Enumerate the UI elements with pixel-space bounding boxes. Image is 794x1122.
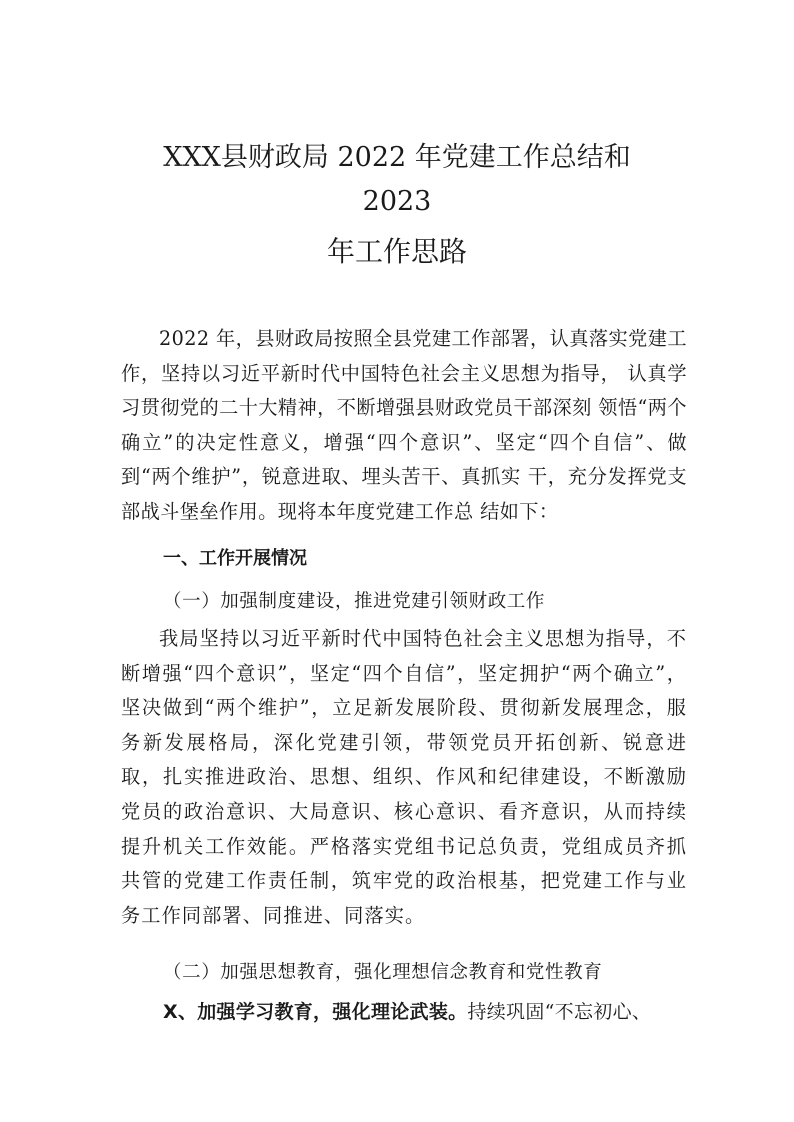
document-title-line-1: XXX县财政局 2022 年党建工作总结和 [163, 142, 631, 173]
subsection-1-paragraph: 我局坚持以习近平新时代中国特色社会主义思想为指导，不断增强“四个意识”，坚定“四个自信”，坚定拥护“两个确立”，坚决做到“两个维护”，立足新发展阶段、贯彻新发展理念，服务新发展格局，深化党建引领，带领党员开拓创新、锐意进取，扎实推进政治、思想、组织、作风和纪律建设，不断激励党员的政治意识、大局意识、核心意识、看齐意识，从而持续提升机关工作效能。严格落实党组书记总负责，党组成员齐抓共管的党建工作责任制，筑牢党的政治根基，把党建工作与业务工作同部署、同推进、同落实。 [121, 627, 687, 927]
intro-paragraph: 2022 年，县财政局按照全县党建工作部署，认真落实党建工作，坚持以习近平新时代中国特色社会主义思想为指导， 认真学习贯彻党的二十大精神，不断增强县财政党员干部深刻 领悟“两个确立”的决定性意义，增强“四个意识”、坚定“四个自信”、做到“两个维护”，锐意进取、埋头苦干、真抓实 干，充分发挥党支部战斗堡垒作用。现将本年度党建工作总 结如下： [121, 327, 687, 523]
document-title-line-3: 年工作思路 [326, 235, 467, 268]
subsection-1-heading: （一）加强制度建设，推进党建引领财政工作 [163, 591, 546, 612]
item-1-paragraph [163, 1001, 651, 1024]
subsection-2-heading: （二）加强思想教育，强化理想信念教育和党性教育 [163, 962, 603, 983]
document-title-line-2: 2023 [362, 186, 432, 217]
item-1-text: 持续巩固“不忘初心、 [467, 1001, 652, 1023]
section-1-heading: 一、工作开展情况 [163, 548, 307, 569]
item-1-bold-lead: X、加强学习教育，强化理论武装。 [163, 1001, 468, 1023]
